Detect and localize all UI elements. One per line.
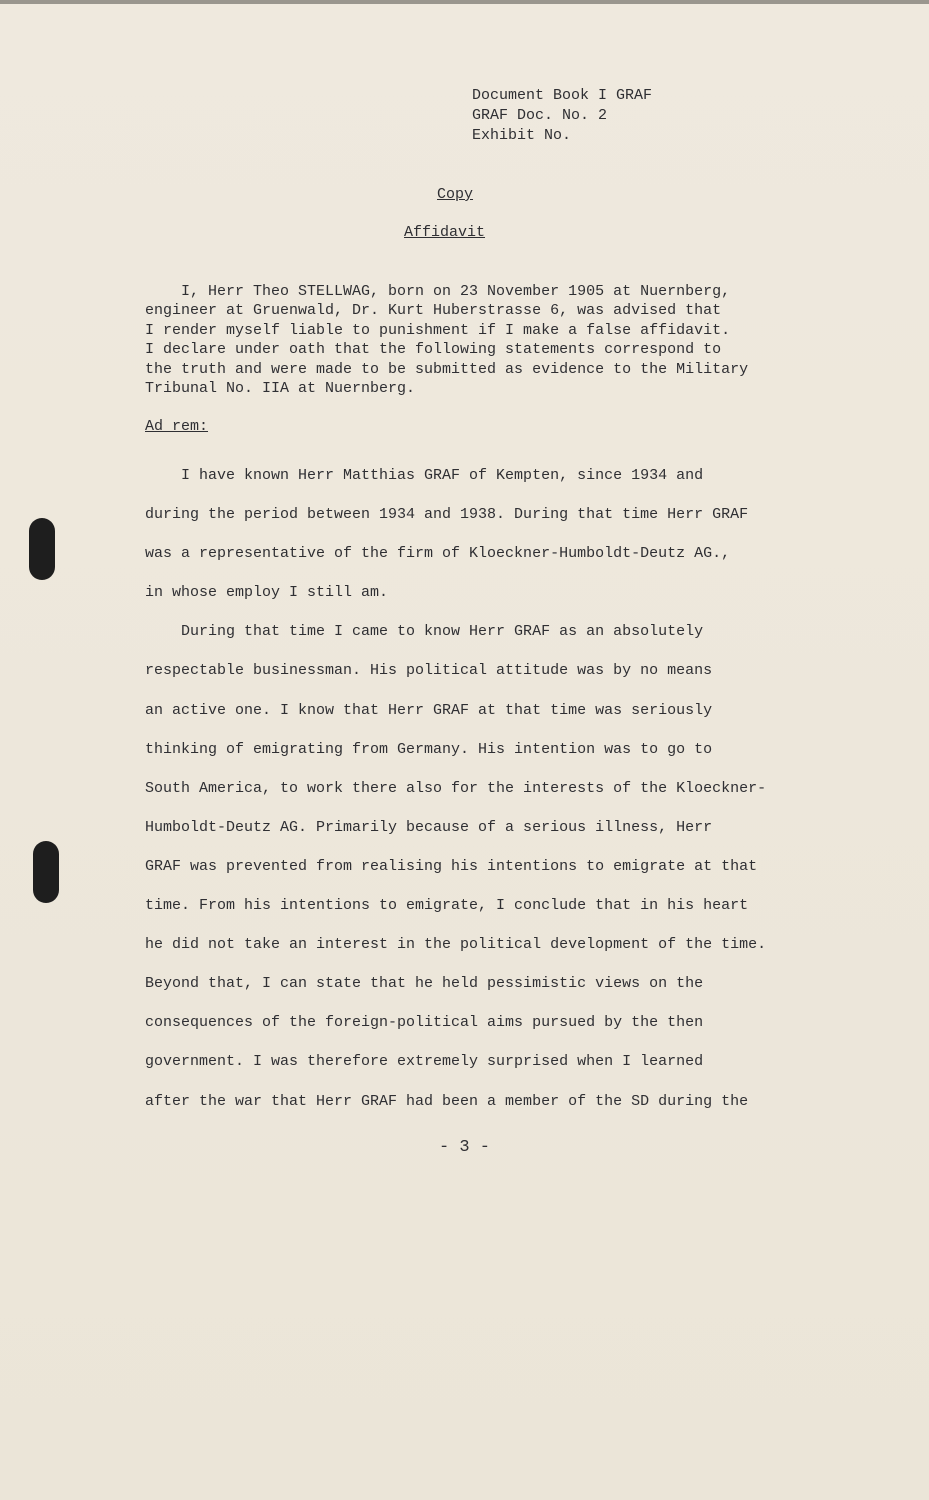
page-number: - 3 - (438, 1138, 490, 1157)
body-text: I have known Herr Matthias GRAF of Kempten, since 1934 and during the period between 1934 and 1938. During that time Herr GRAF was a representative of the firm of Kloeckner-Humboldt-Deutz AG., in whose employ I still am. During that time I came to know Herr GRAF as an absolutely respectable businessman. His political attitude was by no means an active one. I know that Herr GRAF at that time was seriously thinking of emigrating from Germany. His intention was to go to South America, to work there also for the interests of the Kloeckner- Humboldt-Deutz AG. Primarily because of a serious illness, Herr GRAF was prevented from realising his intentions to emigrate at that time. From his intentions to emigrate, I conclude that in his heart he did not take an interest in the political development of the time. Beyond that, I can state that he held pessimistic views on the consequences of the foreign-political aims pursued by the then government. I was therefore extremely surprised when I learned after the war that Herr GRAF had been a member of the SD during the (145, 467, 767, 1110)
punch-hole (33, 841, 59, 903)
intro-paragraph: I, Herr Theo STELLWAG, born on 23 November 1905 at Nuernberg, engineer at Gruenwald, Dr. Kurt Huberstrasse 6, was advised that I render myself liable to punishment if I make a false affidavit. I declare under oath that the following statements correspond to the truth and were made to be submitted as evidence to the Military Tribunal No. IIA at Nuernberg. (145, 283, 749, 398)
document-title: Affidavit (404, 224, 486, 241)
ad-rem-heading: Ad rem: (145, 418, 209, 435)
document-reference: Document Book I GRAF GRAF Doc. No. 2 Exhibit No. (472, 87, 653, 144)
copy-label: Copy (437, 186, 474, 203)
punch-hole (29, 518, 55, 580)
page-top-edge (0, 0, 929, 4)
